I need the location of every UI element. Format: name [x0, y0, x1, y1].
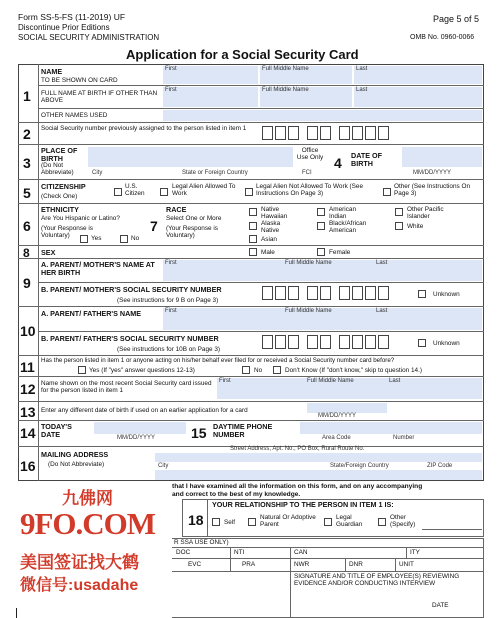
r6-q-text: Are You Hispanic or Latino? [41, 215, 120, 222]
r14-fmt-text: MM/DD/YYYY [117, 435, 156, 441]
r11-yes-text: Yes (If "yes" answer questions 12-13) [89, 367, 195, 374]
r7-sub-text: Select One or More [166, 215, 222, 222]
r16-city-text: City [158, 463, 169, 469]
ity-text: ITY [410, 549, 420, 556]
race-asian-checkbox[interactable] [249, 235, 257, 243]
form-rule [339, 286, 350, 300]
full-middle-text: Full Middle Name [285, 260, 332, 266]
ssa-use-only-label: R SSA USE ONLY) [174, 539, 229, 546]
father-ssn-unknown-checkbox[interactable] [418, 339, 426, 347]
natural-text: Natural Or Adoptive Parent [260, 514, 316, 529]
race6-text: Other Pacific Islander [407, 206, 444, 221]
item-number-9: 9 [23, 275, 31, 291]
race-alaska-checkbox[interactable] [249, 222, 257, 230]
form-rule [288, 126, 299, 140]
form-rule [288, 335, 299, 349]
form-id: Form SS-5-FS (11-2019) UF [18, 12, 126, 22]
line1-text: 美国签证找大鹤 [20, 553, 139, 572]
form-rule [422, 529, 482, 530]
r3-state-text: State or Foreign Country [182, 170, 248, 176]
item-number-4: 4 [334, 155, 342, 171]
item-number-18: 18 [188, 512, 204, 528]
form-rule [18, 401, 484, 402]
item-number-5: 5 [23, 185, 31, 201]
form-rule [307, 126, 318, 140]
r16-sub-text: (Do Not Abbreviate) [48, 461, 105, 468]
relationship-other-checkbox[interactable] [378, 518, 386, 526]
other-names-field[interactable] [163, 110, 482, 121]
father-ssn-field[interactable] [262, 335, 389, 349]
prior-card-yes-checkbox[interactable] [78, 366, 86, 374]
first-text: First [219, 378, 231, 384]
r5-opt2-text: Legal Alien Allowed To Work [172, 183, 236, 198]
r3-fci-text: FCI [302, 170, 312, 176]
item-number-1: 1 [23, 88, 31, 104]
full-middle-text: Full Middle Name [307, 378, 354, 384]
nwr-text: NWR [294, 561, 310, 568]
dnr-text: DNR [349, 561, 363, 568]
first-text: First [165, 260, 177, 266]
form-rule [290, 547, 291, 618]
full-middle-text: Full Middle Name [285, 308, 332, 314]
prior-card-no-checkbox[interactable] [242, 366, 250, 374]
name-last-field[interactable] [354, 66, 482, 84]
page-number: Page 5 of 5 [433, 14, 480, 24]
item-number-15: 15 [191, 425, 207, 441]
birth-first-field[interactable] [163, 87, 258, 107]
form-rule [345, 558, 346, 571]
birth-city-field[interactable] [88, 147, 293, 167]
self-text: Self [224, 519, 236, 526]
form-rule [378, 126, 389, 140]
race-white-checkbox[interactable] [395, 222, 403, 230]
legal-alien-work-checkbox[interactable] [160, 188, 168, 196]
name-at-birth-label: FULL NAME AT BIRTH IF OTHER THAN ABOVE [41, 90, 158, 105]
relationship-guardian-checkbox[interactable] [324, 518, 332, 526]
r6-sub-text: (Your Response is Voluntary) [41, 225, 93, 240]
item-number-2: 2 [23, 126, 31, 142]
race1-text: Native Hawaiian [261, 206, 288, 221]
form-rule [18, 420, 484, 421]
race4-text: American Indian [329, 206, 356, 221]
doc-text: DOC [176, 549, 191, 556]
form-rule [406, 547, 407, 558]
form-rule [333, 126, 337, 140]
form-rule [307, 335, 318, 349]
different-dob-label: Enter any different date of birth if used on an earlier application for a card [41, 407, 248, 414]
form-rule [18, 122, 484, 123]
r10b-sub-text: (See instructions for 10B on Page 3) [117, 346, 221, 353]
r4-fmt-text: MM/DD/YYYY [413, 170, 452, 176]
r5-opt4-text: Other (See Instructions On Page 3) [394, 183, 471, 198]
citizenship-sub: (Check One) [41, 193, 78, 200]
watermark [20, 486, 170, 606]
yes-text: Yes [91, 235, 102, 242]
unknown-text: Unknown [433, 340, 460, 347]
form-rule [16, 608, 17, 618]
item-number-3: 3 [23, 155, 31, 171]
first-text: First [165, 308, 177, 314]
previous-ssn-field[interactable] [262, 126, 389, 140]
relationship-self-checkbox[interactable] [212, 518, 220, 526]
form-rule [333, 335, 337, 349]
form-rule [339, 126, 350, 140]
form-rule [172, 547, 484, 548]
form-rule [301, 335, 305, 349]
r13-fmt-text: MM/DD/YYYY [318, 413, 357, 419]
form-rule [275, 286, 286, 300]
office-use-label: Office Use Only [296, 147, 324, 162]
item-number-6: 6 [23, 218, 31, 234]
date-text: DATE [432, 602, 449, 609]
mother-ssn-unknown-checkbox[interactable] [418, 290, 426, 298]
previous-ssn-label: Social Security number previously assigned to the person listed in item 1 [41, 125, 247, 132]
mailing-city-field[interactable] [155, 470, 482, 480]
form-rule [320, 286, 331, 300]
form-rule [352, 126, 363, 140]
evc-text: EVC [188, 561, 202, 568]
form-rule [378, 335, 389, 349]
form-rule [38, 64, 39, 481]
last-text: Last [376, 260, 388, 266]
top-text: 九佛网 [62, 489, 113, 508]
race-pacific-checkbox[interactable] [395, 208, 403, 216]
form-rule [262, 335, 273, 349]
page-title: Application for a Social Security Card [126, 47, 359, 62]
form-rule [262, 286, 273, 300]
form-rule [352, 335, 363, 349]
last-text: Last [389, 378, 401, 384]
form-rule [207, 499, 208, 537]
employee-signature-label: SIGNATURE AND TITLE OF EMPLOYEE(S) REVIEWING EVIDENCE AND/OR CONDUCTING INTERVIEW [294, 573, 460, 588]
item-number-16: 16 [20, 458, 36, 474]
unit-text: UNIT [399, 561, 414, 568]
r3-city-text: City [92, 170, 103, 176]
form-rule [365, 126, 376, 140]
race3-text: Asian [261, 236, 277, 243]
form-rule [38, 108, 484, 109]
unknown-text: Unknown [433, 291, 460, 298]
no-text: No [131, 235, 140, 242]
form-rule [18, 179, 484, 180]
item-number-7: 7 [150, 218, 158, 234]
full-middle-text: Full Middle Name [262, 87, 309, 93]
form-rule [18, 306, 484, 307]
mailing-address-label: MAILING ADDRESS [41, 450, 109, 459]
r11-no-text: No [254, 367, 263, 374]
agency-name: SOCIAL SECURITY ADMINISTRATION [18, 33, 160, 42]
mother-name-label: A. PARENT/ MOTHER'S NAME AT HER BIRTH [41, 260, 155, 277]
nti-text: NTI [234, 549, 245, 556]
omb-number: OMB No. 0960-0066 [410, 34, 475, 41]
item-number-12: 12 [20, 381, 36, 397]
r9b-sub-text: (See instructions for 9 B on Page 3) [117, 297, 219, 304]
form-rule [230, 547, 231, 571]
form-rule [18, 376, 484, 377]
item-number-13: 13 [20, 404, 36, 420]
line2-text: 微信号:usadahe [20, 577, 139, 594]
sex-male-checkbox[interactable] [249, 248, 257, 256]
citizenship-other-checkbox[interactable] [383, 188, 391, 196]
date-of-birth-field[interactable] [402, 147, 482, 167]
name-label: NAME [41, 67, 63, 76]
male-text: Male [261, 249, 275, 256]
form-rule [365, 335, 376, 349]
r16-zip-text: ZIP Code [427, 463, 453, 469]
todays-date-label: TODAY'S DATE [41, 422, 72, 439]
form-rule [38, 85, 484, 86]
form-rule [18, 144, 484, 145]
relationship-label: YOUR RELATIONSHIP TO THE PERSON IN ITEM 1 IS: [212, 500, 394, 509]
item-number-11: 11 [20, 359, 35, 375]
r7-sub2-text: (Your Response is Voluntary) [166, 225, 218, 240]
form-rule [339, 335, 350, 349]
birth-last-field[interactable] [354, 87, 482, 107]
form-rule [352, 286, 363, 300]
form-rule [378, 286, 389, 300]
mother-ssn-field[interactable] [262, 286, 389, 300]
last-text: Last [356, 87, 368, 93]
daytime-phone-label: DAYTIME PHONE NUMBER [213, 422, 273, 439]
form-rule [365, 286, 376, 300]
prior-card-question: Has the person listed in item 1 or anyone acting on his/her behalf ever filed for or received a Social Security number card before? [41, 357, 395, 364]
recent-card-name-label: Name shown on the most recent Social Security card issued for the person listed in item 1 [41, 380, 212, 395]
declaration-text: that I have examined all the information on this form, and on any accompanying [172, 483, 423, 490]
form-rule [307, 286, 318, 300]
r5-opt1-text: U.S. Citizen [125, 183, 145, 198]
can-text: CAN [294, 549, 308, 556]
us-citizen-checkbox[interactable] [114, 188, 122, 196]
discontinue-note: Discontinue Prior Editions [18, 23, 110, 32]
mailing-street-field[interactable] [155, 453, 482, 462]
legal-text: Legal Guardian [336, 514, 363, 529]
form-rule [262, 126, 273, 140]
name-first-field[interactable] [163, 66, 258, 84]
form-rule [18, 245, 484, 246]
other-names-label: OTHER NAMES USED [41, 112, 108, 119]
different-dob-field[interactable] [307, 403, 387, 413]
r11-dk-text: Don't Know (If "don't know," skip to question 14.) [285, 367, 422, 374]
r16-street-text: Street Address, Apt. No., PO Box, Rural Route No. [230, 446, 365, 452]
place-of-birth-label: PLACE OF BIRTH [41, 146, 78, 163]
form-rule [301, 286, 305, 300]
other-text: Other (Specify) [390, 514, 416, 529]
prior-card-dont-know-checkbox[interactable] [273, 366, 281, 374]
full-middle-text: Full Middle Name [262, 66, 309, 72]
form-rule [172, 571, 484, 572]
form-rule [275, 126, 286, 140]
race7-text: White [407, 223, 424, 230]
race-hawaiian-checkbox[interactable] [249, 208, 257, 216]
name-sub-label: TO BE SHOWN ON CARD [41, 77, 118, 84]
form-rule [38, 282, 484, 283]
race-label: RACE [166, 205, 187, 214]
legal-alien-no-work-checkbox[interactable] [245, 188, 253, 196]
ethnicity-label: ETHNICITY [41, 205, 79, 214]
todays-date-field[interactable] [94, 422, 186, 434]
place-of-birth-sub: (Do Not Abbreviate) [41, 162, 74, 177]
item-number-14: 14 [20, 425, 36, 441]
sex-label: SEX [41, 248, 56, 257]
form-rule [18, 355, 484, 356]
item-number-8: 8 [23, 246, 30, 260]
first-text: First [165, 66, 177, 72]
declare2-text: and correct to the best of my knowledge. [172, 491, 301, 498]
pra-text: PRA [242, 561, 256, 568]
item-number-10: 10 [20, 323, 36, 339]
date-of-birth-label: DATE OF BIRTH [351, 151, 383, 168]
hispanic-no-checkbox[interactable] [120, 235, 128, 243]
first-text: First [165, 87, 177, 93]
form-rule [320, 335, 331, 349]
hispanic-yes-checkbox[interactable] [80, 235, 88, 243]
form-rule [395, 558, 396, 571]
father-name-label: A. PARENT/ FATHER'S NAME [41, 309, 142, 318]
daytime-phone-field[interactable] [300, 422, 482, 434]
form-rule [320, 126, 331, 140]
race5-text: Black/African American [329, 220, 367, 235]
form-rule [172, 558, 484, 559]
mother-ssn-label: B. PARENT/ MOTHER'S SOCIAL SECURITY NUMBER [41, 285, 222, 294]
form-rule [301, 126, 305, 140]
race2-text: Alaska Native [261, 220, 281, 235]
sex-female-checkbox[interactable] [317, 248, 325, 256]
r15-area-text: Area Code [322, 435, 351, 441]
female-text: Female [329, 249, 351, 256]
form-rule [275, 335, 286, 349]
form-rule [38, 331, 484, 332]
last-text: Last [376, 308, 388, 314]
father-ssn-label: B. PARENT/ FATHER'S SOCIAL SECURITY NUMBER [41, 334, 219, 343]
race-american-indian-checkbox[interactable] [317, 208, 325, 216]
r5-opt3-text: Legal Alien Not Allowed To Work (See Instructions On Page 3) [256, 183, 364, 198]
citizenship-label: CITIZENSHIP [41, 182, 86, 191]
relationship-parent-checkbox[interactable] [248, 518, 256, 526]
r15-num-text: Number [393, 435, 415, 441]
form-rule [333, 286, 337, 300]
race-black-checkbox[interactable] [317, 222, 325, 230]
last-text: Last [356, 66, 368, 72]
form-rule [18, 258, 484, 259]
watermark-logo: 9FO.COM [20, 506, 156, 541]
form-rule [18, 203, 484, 204]
form-rule [288, 286, 299, 300]
r16-state-text: State/Foreign Country [330, 463, 389, 469]
